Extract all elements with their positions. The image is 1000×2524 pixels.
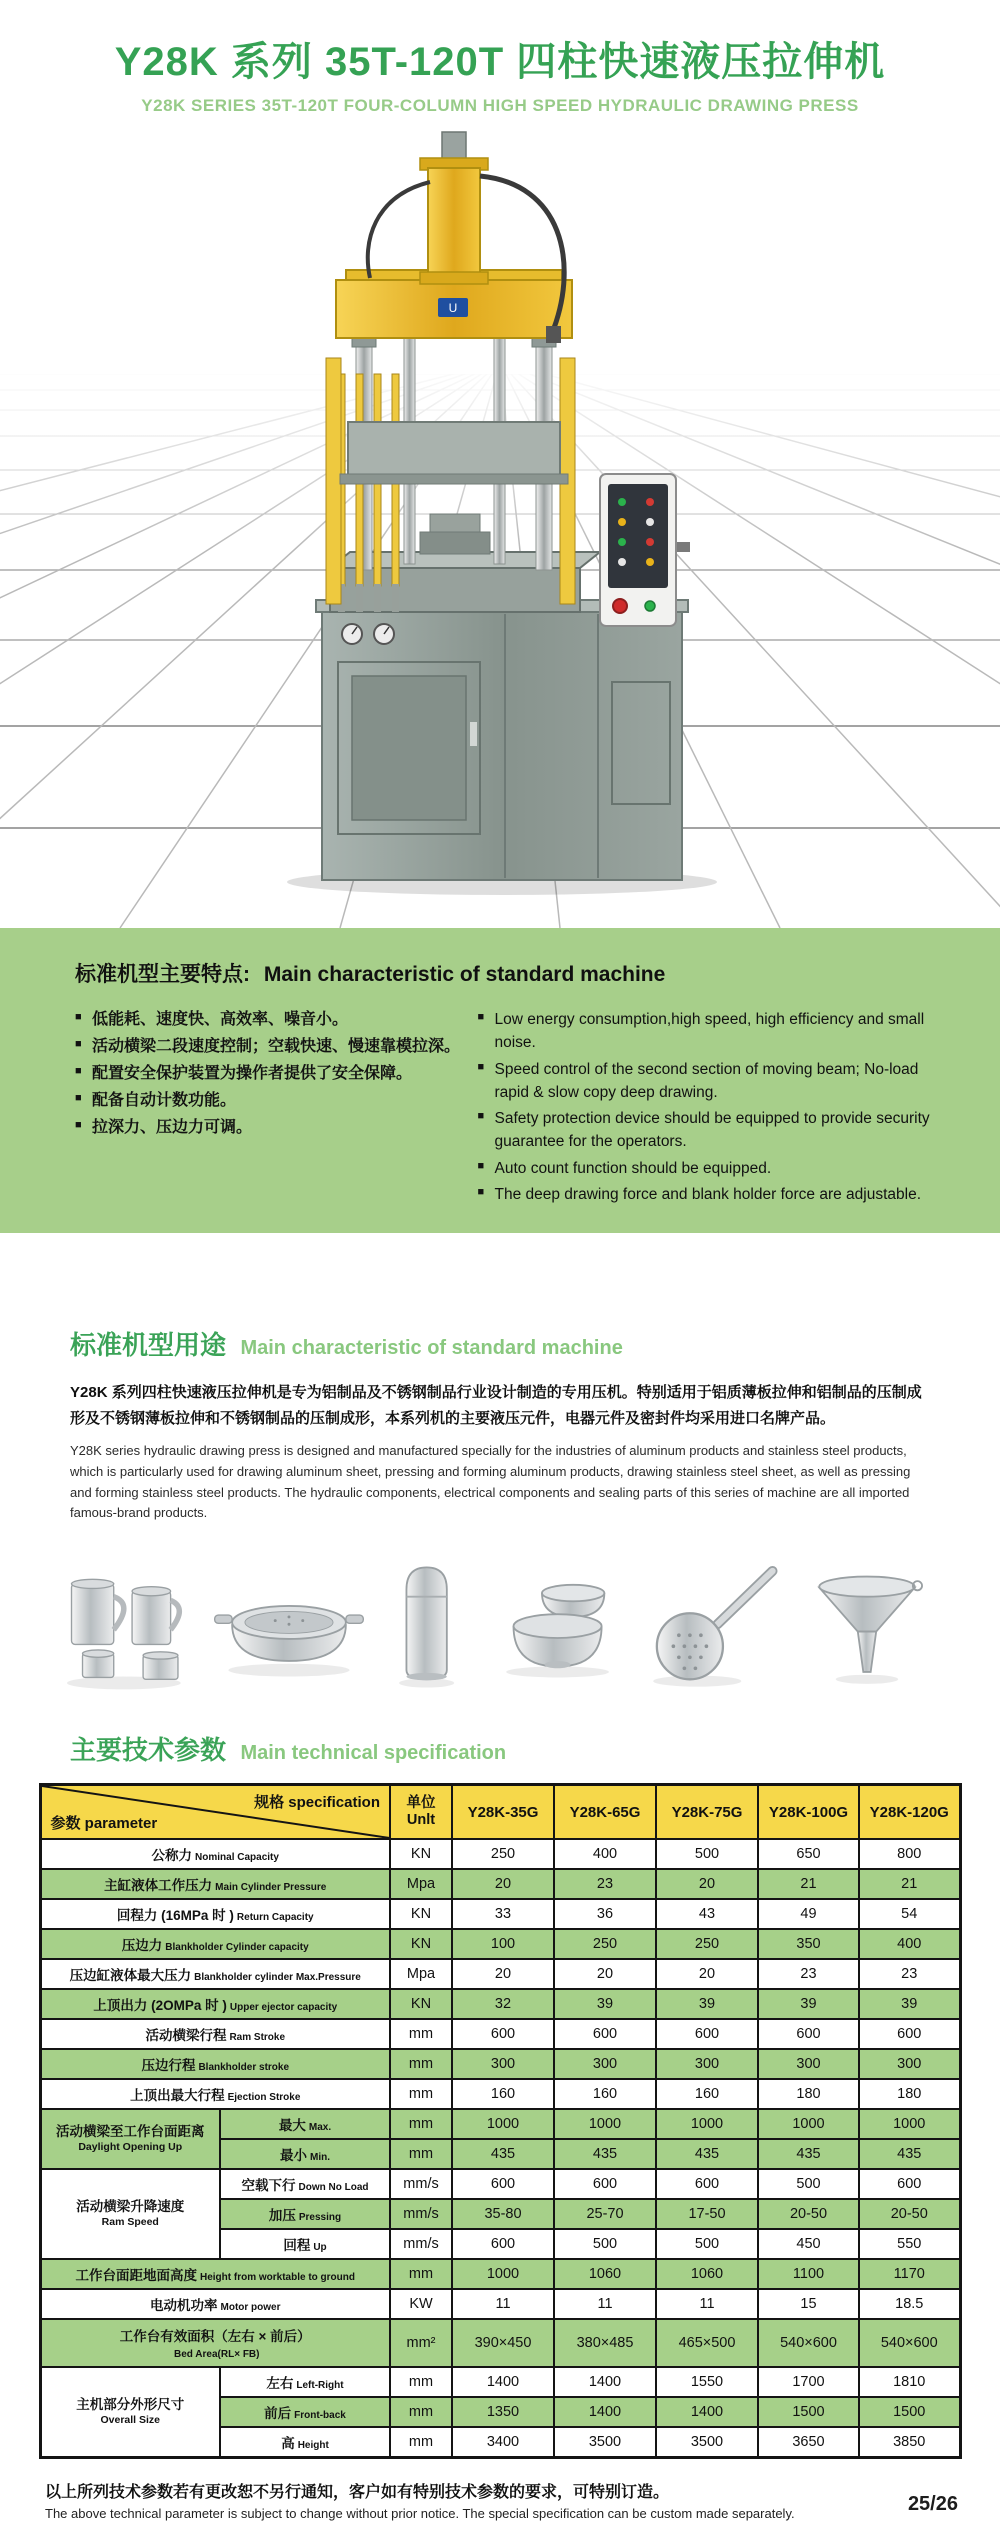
usage-heading-en: Main characteristic of standard machine: [240, 1337, 623, 1359]
spec-value-cell: 18.5: [859, 2289, 960, 2319]
spec-value-cell: 17-50: [656, 2199, 758, 2229]
spec-value-cell: 36: [554, 1899, 656, 1929]
product-photo-steamer: [211, 1552, 367, 1702]
machine-base-cabinet: [316, 600, 688, 880]
spec-value-cell: 1400: [452, 2367, 554, 2397]
spec-unit-cell: KN: [390, 1929, 452, 1959]
spec-value-cell: 540×600: [758, 2319, 859, 2367]
spec-model-header: Y28K-100G: [758, 1785, 859, 1840]
spec-header-row: [40, 1785, 960, 1840]
spec-value-cell: 1400: [656, 2397, 758, 2427]
spec-value-cell: 15: [758, 2289, 859, 2319]
page-number: 25/26: [907, 2493, 958, 2516]
spec-value-cell: 1100: [758, 2259, 859, 2289]
spec-value-cell: 1060: [656, 2259, 758, 2289]
spec-value-cell: 1350: [452, 2397, 554, 2427]
spec-heading: [0, 1730, 1000, 1767]
spec-value-cell: 33: [452, 1899, 554, 1929]
spec-value-cell: 500: [554, 2229, 656, 2259]
spec-row: [40, 2109, 960, 2139]
spec-param-cell: 高 Height: [220, 2427, 390, 2458]
product-photo-skimmer: [633, 1552, 789, 1702]
features-heading-en: Main characteristic of standard machine: [263, 963, 666, 986]
spec-unit-header-zh: 单位: [406, 1794, 436, 1811]
spec-value-cell: 1000: [859, 2109, 960, 2139]
feature-bullet: ■ Auto count function should be equipped.: [478, 1157, 951, 1180]
spec-value-cell: 1500: [758, 2397, 859, 2427]
spec-unit-header-en: Unlt: [406, 1812, 436, 1829]
spec-value-cell: 300: [758, 2049, 859, 2079]
spec-group-cell: 活动横梁升降速度 Ram Speed: [40, 2169, 220, 2259]
product-photo-funnel: [789, 1552, 945, 1702]
spec-value-cell: 500: [656, 1839, 758, 1869]
spec-value-cell: 20-50: [859, 2199, 960, 2229]
spec-value-cell: 54: [859, 1899, 960, 1929]
spec-value-cell: 500: [656, 2229, 758, 2259]
spec-param-cell: 加压 Pressing: [220, 2199, 390, 2229]
spec-group-cell: 主机部分外形尺寸 Overall Size: [40, 2367, 220, 2458]
spec-unit-cell: mm: [390, 2109, 452, 2139]
feature-bullet: ■ 低能耗、速度快、高效率、噪音小。: [75, 1008, 478, 1032]
spec-value-cell: 1810: [859, 2367, 960, 2397]
spec-value-cell: 540×600: [859, 2319, 960, 2367]
spec-value-cell: 300: [859, 2049, 960, 2079]
spec-value-cell: 1170: [859, 2259, 960, 2289]
spec-param-cell: 上顶出最大行程 Ejection Stroke: [40, 2079, 390, 2109]
title-block: [0, 0, 1000, 116]
spec-value-cell: 20: [452, 1959, 554, 1989]
spec-corner-bottom: 参数 parameter: [50, 1815, 158, 1833]
spec-value-cell: 300: [656, 2049, 758, 2079]
spec-value-cell: 600: [656, 2019, 758, 2049]
spec-param-cell: 公称力 Nominal Capacity: [40, 1839, 390, 1869]
spec-row: [40, 1869, 960, 1899]
spec-value-cell: 20: [452, 1869, 554, 1899]
spec-param-cell: 工作台面距地面高度 Height from worktable to ground: [40, 2259, 390, 2289]
spec-unit-header: [390, 1785, 452, 1840]
spec-value-cell: 3500: [656, 2427, 758, 2458]
spec-value-cell: 435: [859, 2139, 960, 2169]
spec-value-cell: 400: [859, 1929, 960, 1959]
spec-value-cell: 3850: [859, 2427, 960, 2458]
spec-value-cell: 600: [859, 2019, 960, 2049]
spec-value-cell: 20: [656, 1869, 758, 1899]
spec-unit-cell: mm: [390, 2367, 452, 2397]
spec-table: [39, 1783, 962, 2459]
spec-section: [0, 1730, 1000, 2459]
spec-param-cell: 压边缸液体最大压力 Blankholder cylinder Max.Pressure: [40, 1959, 390, 1989]
usage-paragraph-en: Y28K series hydraulic drawing press is designed and manufactured specially for the industries of aluminum products and stainless steel products, which is particularly used for drawing aluminum sheet, pressing and forming aluminum products, drawing stainless steel sheet, as well as pressing and forming stainless steel products. The hydraulic components, electrical components and sealing parts of this series of machine are all imported famous-brand products.: [70, 1443, 911, 1521]
spec-value-cell: 250: [554, 1929, 656, 1959]
spec-row: [40, 1929, 960, 1959]
spec-model-header: Y28K-65G: [554, 1785, 656, 1840]
spec-value-cell: 21: [859, 1869, 960, 1899]
spec-param-cell: 最大 Max.: [220, 2109, 390, 2139]
spec-value-cell: 160: [452, 2079, 554, 2109]
spec-value-cell: 435: [758, 2139, 859, 2169]
spec-value-cell: 39: [554, 1989, 656, 2019]
spec-value-cell: 300: [452, 2049, 554, 2079]
spec-row: [40, 2049, 960, 2079]
spec-unit-cell: mm/s: [390, 2169, 452, 2199]
spec-value-cell: 300: [554, 2049, 656, 2079]
spec-corner-cell: [40, 1785, 390, 1840]
spec-unit-cell: mm: [390, 2079, 452, 2109]
product-photos-row: [0, 1550, 1000, 1702]
spec-value-cell: 3500: [554, 2427, 656, 2458]
spec-value-cell: 160: [656, 2079, 758, 2109]
spec-value-cell: 180: [859, 2079, 960, 2109]
spec-value-cell: 49: [758, 1899, 859, 1929]
spec-row: [40, 1899, 960, 1929]
spec-value-cell: 465×500: [656, 2319, 758, 2367]
machine-control-panel: [600, 474, 690, 626]
spec-group-cell: 活动横梁至工作台面距离 Daylight Opening Up: [40, 2109, 220, 2169]
spec-value-cell: 1000: [758, 2109, 859, 2139]
spec-value-cell: 1550: [656, 2367, 758, 2397]
spec-value-cell: 3400: [452, 2427, 554, 2458]
product-photo-mugs: [55, 1552, 211, 1702]
spec-value-cell: 1500: [859, 2397, 960, 2427]
spec-value-cell: 100: [452, 1929, 554, 1959]
spec-value-cell: 25-70: [554, 2199, 656, 2229]
feature-bullet: ■ 配置安全保护装置为操作者提供了安全保障。: [75, 1062, 478, 1086]
spec-value-cell: 32: [452, 1989, 554, 2019]
spec-unit-cell: mm: [390, 2049, 452, 2079]
page-title: Y28K 系列 35T-120T 四柱快速液压拉伸机: [114, 40, 886, 84]
spec-row: [40, 2289, 960, 2319]
spec-heading-zh: 主要技术参数: [70, 1735, 227, 1766]
feature-bullet: ■ Low energy consumption,high speed, high efficiency and small noise.: [478, 1008, 951, 1055]
spec-model-header: Y28K-120G: [859, 1785, 960, 1840]
spec-value-cell: 435: [452, 2139, 554, 2169]
spec-value-cell: 435: [554, 2139, 656, 2169]
features-heading: [75, 958, 950, 988]
footer: [0, 2479, 1000, 2521]
spec-row: [40, 2079, 960, 2109]
features-list-en: [478, 1008, 951, 1209]
spec-value-cell: 23: [554, 1869, 656, 1899]
spec-unit-cell: KN: [390, 1899, 452, 1929]
spec-value-cell: 400: [554, 1839, 656, 1869]
spec-param-cell: 前后 Front-back: [220, 2397, 390, 2427]
spec-param-cell: 活动横梁行程 Ram Stroke: [40, 2019, 390, 2049]
spec-value-cell: 23: [758, 1959, 859, 1989]
spec-param-cell: 回程 Up: [220, 2229, 390, 2259]
feature-bullet: ■ 拉深力、压边力可调。: [75, 1116, 478, 1140]
spec-unit-cell: KN: [390, 1839, 452, 1869]
usage-section: [0, 1233, 1000, 1524]
spec-value-cell: 500: [758, 2169, 859, 2199]
spec-param-cell: 上顶出力 (2OMPa 时 ) Upper ejector capacity: [40, 1989, 390, 2019]
spec-unit-cell: mm: [390, 2397, 452, 2427]
spec-value-cell: 450: [758, 2229, 859, 2259]
spec-value-cell: 11: [452, 2289, 554, 2319]
spec-value-cell: 600: [452, 2169, 554, 2199]
spec-heading-en: Main technical specification: [240, 1742, 507, 1765]
spec-row: [40, 2169, 960, 2199]
spec-value-cell: 390×450: [452, 2319, 554, 2367]
spec-row: [40, 2019, 960, 2049]
spec-param-cell: 左右 Left-Right: [220, 2367, 390, 2397]
svg-text:U: U: [448, 301, 458, 315]
spec-table-body: [40, 1785, 960, 2458]
feature-bullet: ■ 活动横梁二段速度控制；空载快速、慢速靠模拉深。: [75, 1035, 478, 1059]
spec-value-cell: 1060: [554, 2259, 656, 2289]
spec-value-cell: 39: [859, 1989, 960, 2019]
spec-param-cell: 压边行程 Blankholder stroke: [40, 2049, 390, 2079]
spec-row: [40, 1839, 960, 1869]
spec-param-cell: 最小 Min.: [220, 2139, 390, 2169]
spec-value-cell: 1400: [554, 2397, 656, 2427]
spec-value-cell: 250: [452, 1839, 554, 1869]
spec-value-cell: 600: [554, 2169, 656, 2199]
usage-heading-zh: 标准机型用途: [70, 1330, 227, 1360]
spec-value-cell: 600: [452, 2229, 554, 2259]
spec-value-cell: 39: [758, 1989, 859, 2019]
feature-bullet: ■ 配备自动计数功能。: [75, 1089, 478, 1113]
feature-bullet: ■ The deep drawing force and blank holder force are adjustable.: [478, 1183, 951, 1206]
spec-param-cell: 回程力 (16MPa 时 ) Return Capacity: [40, 1899, 390, 1929]
spec-value-cell: 11: [656, 2289, 758, 2319]
spec-value-cell: 650: [758, 1839, 859, 1869]
machine-photo: [0, 122, 1000, 928]
spec-value-cell: 39: [656, 1989, 758, 2019]
spec-corner-top: 规格 specification: [254, 1794, 380, 1812]
spec-value-cell: 180: [758, 2079, 859, 2109]
product-photo-flask: [367, 1552, 486, 1702]
usage-heading: [70, 1325, 930, 1362]
spec-value-cell: 21: [758, 1869, 859, 1899]
spec-value-cell: 1000: [554, 2109, 656, 2139]
usage-paragraph-zh: Y28K 系列四柱快速液压拉伸机是专为铝制品及不锈钢制品行业设计制造的专用压机。特别适用于铝质薄板拉伸和铝制品的压制成形及不锈钢薄板拉伸和不锈钢制品的压制成形，本系列机的主要液压元件，电器元件及密封件均采用进口名牌产品。: [70, 1384, 922, 1427]
machine-photo-area: [0, 122, 1000, 928]
spec-value-cell: 1000: [452, 2109, 554, 2139]
spec-unit-cell: Mpa: [390, 1869, 452, 1899]
features-band: [0, 928, 1000, 1233]
feature-bullet: ■ Safety protection device should be equipped to provide security guarantee for the operators.: [478, 1107, 951, 1154]
spec-value-cell: 1000: [656, 2109, 758, 2139]
spec-row: [40, 2367, 960, 2397]
spec-row: [40, 2319, 960, 2367]
spec-value-cell: 600: [554, 2019, 656, 2049]
spec-row: [40, 1959, 960, 1989]
spec-unit-cell: mm: [390, 2259, 452, 2289]
footer-note-en: The above technical parameter is subject to change without prior notice. The special specification can be custom made separately.: [45, 2506, 795, 2522]
feature-bullet: ■ Speed control of the second section of moving beam; No-load rapid & slow copy deep drawing.: [478, 1058, 951, 1105]
spec-value-cell: 1400: [554, 2367, 656, 2397]
spec-row: [40, 1989, 960, 2019]
spec-model-header: Y28K-35G: [452, 1785, 554, 1840]
spec-value-cell: 600: [758, 2019, 859, 2049]
spec-unit-cell: Mpa: [390, 1959, 452, 1989]
spec-value-cell: 600: [452, 2019, 554, 2049]
spec-value-cell: 600: [859, 2169, 960, 2199]
spec-value-cell: 1700: [758, 2367, 859, 2397]
spec-value-cell: 20: [656, 1959, 758, 1989]
spec-value-cell: 43: [656, 1899, 758, 1929]
spec-value-cell: 23: [859, 1959, 960, 1989]
spec-unit-cell: mm: [390, 2139, 452, 2169]
page-subtitle: Y28K SERIES 35T-120T FOUR-COLUMN HIGH SPEED HYDRAULIC DRAWING PRESS: [141, 96, 859, 115]
spec-value-cell: 350: [758, 1929, 859, 1959]
spec-value-cell: 3650: [758, 2427, 859, 2458]
spec-value-cell: 160: [554, 2079, 656, 2109]
spec-value-cell: 250: [656, 1929, 758, 1959]
spec-unit-cell: KN: [390, 1989, 452, 2019]
spec-row: [40, 2259, 960, 2289]
spec-param-cell: 主缸液体工作压力 Main Cylinder Pressure: [40, 1869, 390, 1899]
spec-model-header: Y28K-75G: [656, 1785, 758, 1840]
features-list-zh: [75, 1008, 478, 1209]
spec-value-cell: 1000: [452, 2259, 554, 2289]
spec-unit-cell: mm/s: [390, 2199, 452, 2229]
spec-value-cell: 11: [554, 2289, 656, 2319]
product-photo-bowls: [486, 1552, 633, 1702]
spec-param-cell: 电动机功率 Motor power: [40, 2289, 390, 2319]
features-heading-zh: 标准机型主要特点:: [75, 963, 250, 986]
spec-param-cell: 压边力 Blankholder Cylinder capacity: [40, 1929, 390, 1959]
spec-unit-cell: mm: [390, 2427, 452, 2458]
spec-value-cell: 380×485: [554, 2319, 656, 2367]
spec-value-cell: 20: [554, 1959, 656, 1989]
spec-unit-cell: mm/s: [390, 2229, 452, 2259]
spec-value-cell: 800: [859, 1839, 960, 1869]
spec-unit-cell: mm: [390, 2019, 452, 2049]
spec-unit-cell: mm²: [390, 2319, 452, 2367]
footer-note-zh: 以上所列技术参数若有更改恕不另行通知，客户如有特别技术参数的要求，可特别订造。: [45, 2484, 670, 2502]
spec-value-cell: 550: [859, 2229, 960, 2259]
spec-unit-cell: KW: [390, 2289, 452, 2319]
spec-value-cell: 435: [656, 2139, 758, 2169]
spec-value-cell: 35-80: [452, 2199, 554, 2229]
spec-param-cell: 空载下行 Down No Load: [220, 2169, 390, 2199]
spec-value-cell: 20-50: [758, 2199, 859, 2229]
spec-value-cell: 600: [656, 2169, 758, 2199]
spec-param-cell: 工作台有效面积（左右 × 前后） Bed Area(RL× FB): [40, 2319, 390, 2367]
